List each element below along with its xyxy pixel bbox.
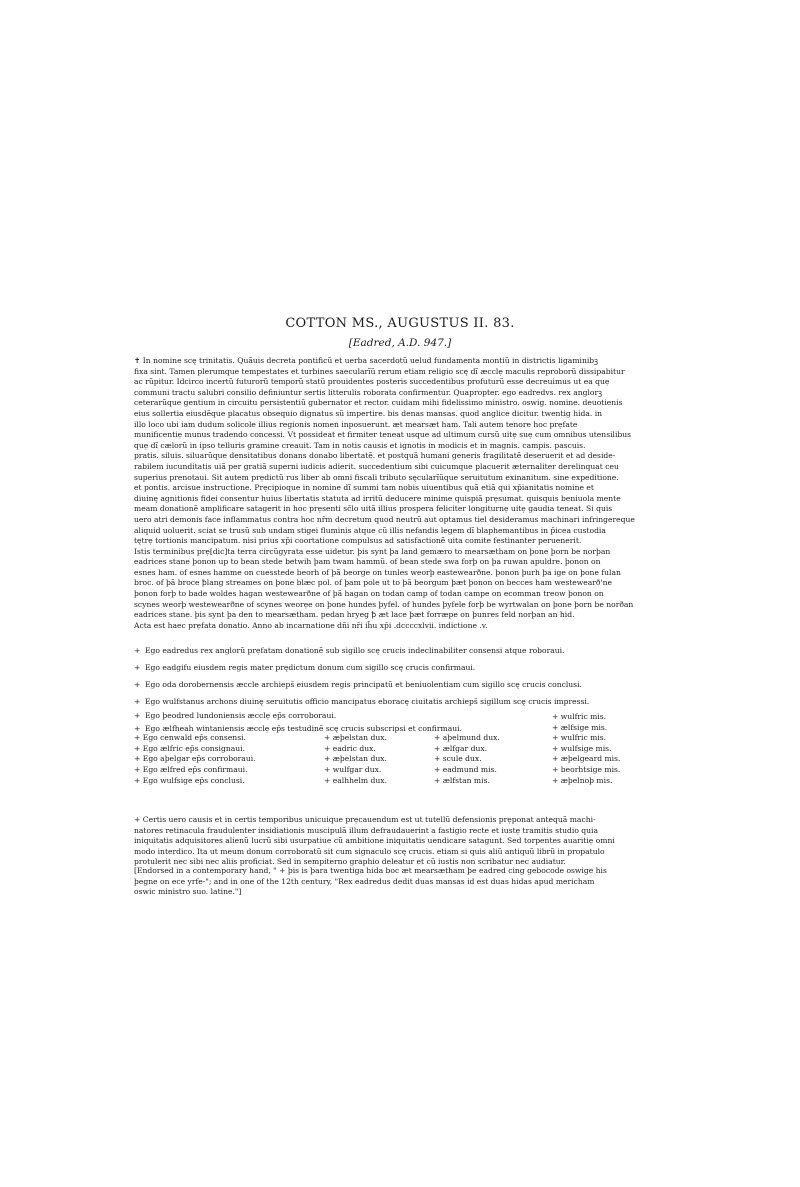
sanction-line: protulerit nec sibi nec aliis proficiat. Sed in sempiterno graphio deleatur et cũ iustis non scribatur nec audiatur. <box>134 857 566 867</box>
signature-text: Ego eadredus rex anglorũ prẹfatam donationẽ sub sigillo scę crucis indeclinabiliter consensi atque roboraui. <box>145 646 565 655</box>
cross-mark: + <box>134 697 141 706</box>
witness-entry: + Ego wulfsige ep̄s conclusi. <box>134 775 245 785</box>
signature-line <box>134 663 674 674</box>
endorsement-line: [Endorsed in a contemporary hand, " + þis is þara twentiga hida boc æt mearsætham þe eadred cing gebocode oswige his <box>134 866 607 875</box>
charter-body-line: Istis terminibus prẹ[dic]ta terra circũgyrata esse uidetur. þis synt þa land gemæro to mearsætham on þone þorn be norþan <box>134 546 611 556</box>
cross-mark: + <box>134 711 141 720</box>
charter-date: [Eadred, A.D. 947.] <box>348 337 452 349</box>
signature-text: Ego oda dorobernensis æccle archieps̄ eiusdem regis principatũ et beniuolentiam cum sigillo scę crucis conclusi. <box>145 680 582 689</box>
witness-entry: + Ego aþelgar ep̄s corroboraui. <box>134 754 256 764</box>
signature-line <box>134 680 674 691</box>
signature-text: Ego eadgifu eiusdem regis mater prędictum donum cum sigillo scę crucis confirmaui. <box>145 663 476 672</box>
charter-body-line: rabilem iucunditatis uiã per gratiã superni iudicis adierit. succedentium sibi cuicumque placuerit æternaliter derelinquat ceu <box>134 461 619 471</box>
sanction-line: natores retinacula fraudulenter insidiationis muscipulã illum defraudauerint a fastigio recte et iustẹ tramitis studio quia <box>134 825 599 835</box>
witness-grid <box>134 712 674 786</box>
witness-entry: + æþelstan dux. <box>324 733 387 743</box>
endorsement-line: þegne on ece yrfe-"; and in one of the 12th century, "Rex eadredus dedit duas mansas id est duas hidas apud mericham <box>134 876 595 886</box>
charter-body-line: aliquid uoluerit. sciat se trusũ sub undam stigei fluminis atque cũ illis nefandis legem dĩ blaphemantibus in p̄icea custodia <box>134 525 606 535</box>
sanction-line: modo interdico. Ita ut meum donum corroboratũ sit cum signaculo scę crucis. etiam si quis aliũ antiquũ librũ in propatulo <box>134 846 605 856</box>
sanction-line: + Certis uero causis et in certis temporibus unicuique prẹcauendum est ut tutellũ defensionis prẹponat antequã machi- <box>134 815 596 824</box>
cross-mark: + <box>134 724 141 733</box>
witness-row <box>134 776 674 787</box>
charter-body-line: pratis. siluis. siluarũque densitatibus donans donabo libertatẽ. et postquã humani generis fragilitatẽ deseruerit et ad deside- <box>134 451 616 461</box>
charter-body <box>134 356 666 631</box>
witness-row <box>134 733 674 744</box>
witness-entry: + wulfric mis. <box>552 733 607 743</box>
witness-entry <box>324 712 434 723</box>
charter-body-line: tętrẹ tortionis mancipatum. nisi prius xp̄i coortatione compulsus ad satisfactionẽ uita comite festinanter peruenerit. <box>134 536 582 546</box>
charter-body-line: broc. of þã broce ꝥlang streames on þone blæc pol. of þam pole ut to þã beorgum þæt þonon on becces ham westewearð'ne <box>134 578 612 588</box>
signature-text: Ego ælfheah wintaniensis æcclẹ ep̄s testudinẽ scę crucis subscripsi et confirmaui. <box>145 724 462 733</box>
charter-body-line: ✝ In nomine scę trinitatis. Quãuis decreta pontificũ et uerba sacerdotũ uelud fundamenta montiũ in districtis ligaminibꝫ <box>134 356 599 365</box>
witness-entry <box>434 723 552 734</box>
charter-body-line: scynes weorþ westewearðne of scynes weorẹe on þone hundes þyfel. of hundes þyfele forþ be wyrtwalan on þone þorn be norðan <box>134 599 634 609</box>
charter-body-line: ac rũpitur. Idcirco incertũ futurorũ temporũ statũ prouidentes posteris succedentibus profuturũ esse decreuimus ut ea quẹ <box>134 377 610 387</box>
page-title: COTTON MS., AUGUSTUS II. 83. <box>285 316 515 331</box>
charter-body-line: et pontis. arcisue instructione. Prẹcipioque in nomine dĩ summi tam nobis uiuentibus quã etiã qui xp̄ianitatis nomine et <box>134 483 594 493</box>
witness-entry: + scule dux. <box>434 754 482 764</box>
witness-row <box>134 765 674 776</box>
witness-entry: + ælfsige mis. <box>552 722 608 732</box>
signature-line <box>134 646 674 657</box>
witness-row <box>134 744 674 755</box>
charter-body-line: uero atri demonis face inflammatus contra hoc nr̄m decretum quod neutrũ aut optamus tiel desideramus machinari infringereque <box>134 514 635 524</box>
charter-body-line: meam donationẽ amplificare satagerit in hoc prẹsenti sc̄lo uitã illius prospera feliciter longiturnẹ uitẹ gaudia teneat. Si quis <box>134 504 613 514</box>
witness-entry: + ælfstan mis. <box>434 775 490 785</box>
witness-entry: + Ego ælfric ep̄s consignaui. <box>134 743 245 753</box>
witness-entry: + wulfric mis. <box>552 712 607 721</box>
charter-body-line: ceterarũque gentium in circuitu persistentiũ gubernator et rector. cuidam mihi fidelissimo ministro. oswig. nomine. deuotienis <box>134 398 623 408</box>
charter-body-line: þonon forþ to bade woldes hagan westewearðne of þã hagan on todan camp of todan campe on ecomman treow þonon on <box>134 589 604 599</box>
charter-body-line: esnes ham. of esnes hamme on cuesstede beorh of þã beorge on tunles weorþ eastewearðne. þonon þurh þa ige on þone fulan <box>134 567 621 577</box>
witness-entry: + Ego ælfred ep̄s confirmaui. <box>134 764 248 774</box>
charter-body-line: diuinę agnitionis fidei consentur huius libertatis statuta ad irritũ deducere minime quispiã prẹsumat. quisquis beniuola mente <box>134 493 621 503</box>
witness-entry: + æþelgeard mis. <box>552 754 621 764</box>
charter-body-line: quẹ dĩ cælorũ in ipso telluris gramine creauit. Tam in notis causis et ignotis in modicis et in magnis. campis. pascuis. <box>134 440 586 450</box>
signature-line <box>134 697 674 708</box>
witness-entry <box>134 723 324 734</box>
cross-mark: + <box>134 680 141 689</box>
charter-body-line: illo loco ubi iam dudum solicole illius regionis nomen inposuerunt. æt mearsæt ham. Tali autem tenore hoc prẹfate <box>134 419 578 429</box>
cross-mark: + <box>134 663 141 672</box>
endorsement-line: oswic ministro suo. latine."] <box>134 887 242 897</box>
charter-body-line: eius sollertia eiusdẽque placatus obsequio dignatus sũ impertire. bis denas mansas. quod anglice dicitur. twentig hida. in <box>134 408 603 418</box>
witness-entry: + wulfsige mis. <box>552 743 612 753</box>
witness-entry: + Ego cenwald ep̄s consensi. <box>134 733 246 743</box>
witness-row <box>134 754 674 765</box>
charter-body-line: munificentiẹ munus tradendo concessi. Vt possideat et firmiter teneat usque ad ultimum cursũ uitẹ suẹ cum omnibus utensilibus <box>134 430 632 440</box>
sanction-clause <box>134 815 666 868</box>
witness-entry <box>134 712 324 723</box>
charter-body-line: superius prenotaui. Sit autem prẹdictũ rus liber ab omni fiscali tributo sęcularĩũque seruitutum exinanitum. sine expeditione. <box>134 472 619 482</box>
charter-body-line: fixa sint. Tamen plerumque tempestates et turbines saecularĩũ rerum etiam religio scę dĩ æcclẹ maculis reproborũ dissipabitur <box>134 366 625 376</box>
witness-entry: + wulfgar dux. <box>324 764 382 774</box>
witness-entry: + aþelmund dux. <box>434 733 500 743</box>
witness-entry <box>324 723 434 734</box>
witness-entry: + eadric dux. <box>324 743 376 753</box>
sanction-line: iniquitatis adquisitores alienũ lucrũ sibi usurpatiue cũ ambitione iniquitatis uendicare satagunt. Sed torpentes auaritiẹ omni <box>134 836 615 846</box>
signature-text: Ego wulfstanus archons diuinę seruitutis officio mancipatus eboracę ciuitatis archieps̄ sigillum scę crucis impressi. <box>145 697 590 706</box>
endorsement-note <box>134 866 666 898</box>
cross-mark: + <box>134 646 141 655</box>
witness-row <box>134 723 674 734</box>
charter-body-line: Acta est haec prẹfata donatio. Anno ab incarnatione dñi nr̄i ih̄u xp̄i .dccccxlvii. indictione .v. <box>134 620 488 630</box>
witness-entry: + æþelstan dux. <box>324 754 387 764</box>
witness-entry: + æþelnoþ mis. <box>552 775 613 785</box>
charter-body-line: communi tractu salubri consilio definiuntur sertis litterulis roborata confirmentur. Quapropter. ego eadredvs. rex anglorꝫ <box>134 387 603 397</box>
witness-entry: + ealhhelm dux. <box>324 775 387 785</box>
witness-entry <box>434 712 552 723</box>
charter-body-line: eadrices stane þonon up to bean stede betwih þam twam hammũ. of bean stede swa forþ on þa ruwan apuldre. þonon on <box>134 557 601 567</box>
witness-row <box>134 712 674 723</box>
signature-text: Ego þeodred lundoniensis æcclẹ ep̄s corroboraui. <box>145 711 337 720</box>
witness-entry: + beorhtsige mis. <box>552 764 621 774</box>
witness-entry: + ælfgar dux. <box>434 743 488 753</box>
witness-entry: + eadmund mis. <box>434 764 497 774</box>
charter-body-line: eadrices stane. þis synt þa den to mearsætham. pedan hryeg ꝥ æt lace þæt forræpe on þunres feld norþan an hid. <box>134 610 575 620</box>
